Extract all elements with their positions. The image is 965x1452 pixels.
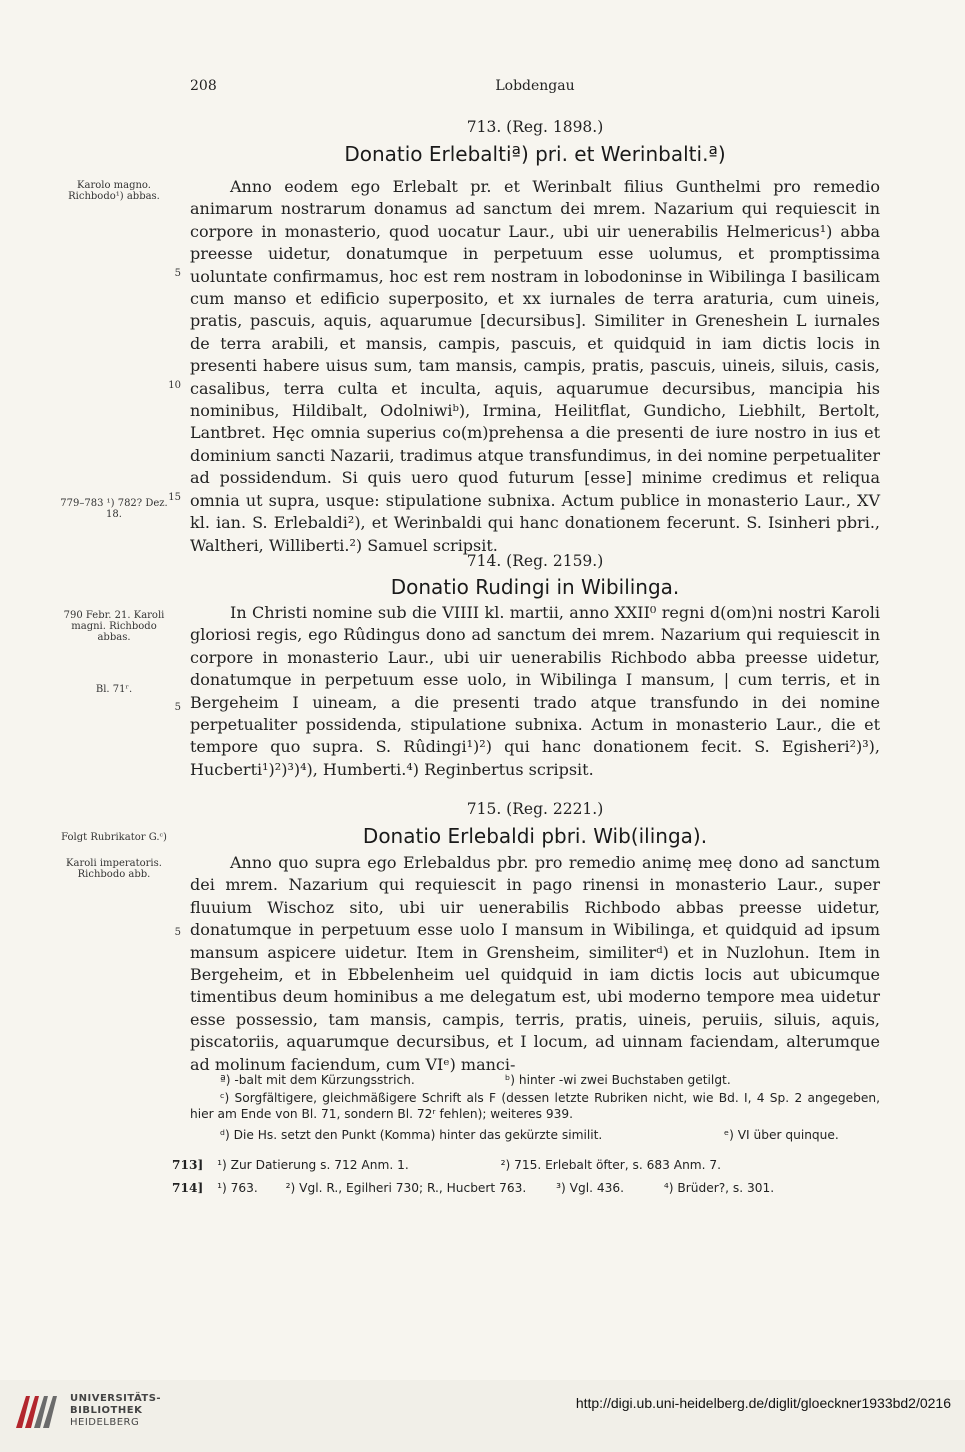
footnote-c: ᶜ) Sorgfältigere, gleichmäßigere Schrift als F (dessen letzte Rubriken nicht, wie Bd. I, 4 Sp. 2 angegeben, hier am Ende von Bl. 71, sondern Bl. 72ʳ fehlen); weiteres 939. [190,1091,880,1122]
annotation: ²) 715. Erlebalt öfter, s. 683 Anm. 7. [500,1158,722,1172]
annotations-714 [172,1181,882,1195]
annotation: ³) Vgl. 436. [556,1181,624,1195]
charter-713-text: Anno eodem ego Erlebalt pr. et Werinbalt filius Gunthelmi pro remedio animarum nostrarum donamus ad sanctum dei mrem. Nazarium qui requiescit in corpore in monasterio, quod uocatur Laur., ubi uir uenerabilis Helmericus¹) abba preesse uidetur, donatumque in perpetuum esse uolumus, et promptissima uoluntate confirmamus, hoc est rem nostram in lobodoninse in Wibilinga I basilicam cum manso et edificio superposito, et xx iurnales de terra araturia, cum uineis, pratis, pascuis, aquis, aquarumue [decursibus]. Similiter in Greneshein L iurnales de terra arabili, et mansis, campis, pascuis, et quidquid in iam dictis locis in presenti habere uisus sum, tam mansis, campis, pratis, pascuis, uineis, siluis, casis, casalibus, terra culta et inculta, aquis, aquarumue decursibus, mancipia his nominibus, Hildibalt, Odolniwiᵇ), Irmina, Heilitflat, Gundicho, Liebhilt, Bertolt, Lantbret. Hęc omnia superius co(m)prehensa a die presenti de iure nostro in ius et dominium sancti Nazarii, tradimus atque transfundimus, in dei nomine perpetualiter ad possidendum. Si quis uero quod futurum [esse] minime credimus et reliqua omnia ut supra, usque: stipulatione subnixa. Actum publice in monasterio Laur., XV kl. ian. S. Erlebaldi²), et Werinbaldi qui hanc donationem fecerunt. S. Isinheri pbri., Waltheri, Williberti.²) Samuel scripsit. [190,177,880,555]
charter-714-reg: 714. (Reg. 2159.) [466,552,604,570]
footnote-a: ª) -balt mit dem Kürzungsstrich. [220,1073,415,1087]
running-title: Lobdengau [495,78,575,94]
page-number: 208 [190,78,217,94]
source-url-link[interactable]: http://digi.ub.uni-heidelberg.de/diglit/gloeckner1933bd2/0216 [575,1395,951,1411]
annotation: ²) Vgl. R., Egilheri 730; R., Hucbert 763. [285,1181,527,1195]
annotation: ⁴) Brüder?, s. 301. [663,1181,775,1195]
charter-715-reg: 715. (Reg. 2221.) [466,800,604,818]
page-header [190,78,880,98]
charter-715-text: Anno quo supra ego Erlebaldus pbr. pro remedio animę meę dono ad sanctum dei mrem. Nazarium qui requiescit in pago rinensi in monasterio Laur., super fluuium Wischoz sito, ubi uir uenerabilis Richbodo abbas preesse uidetur, donatumque in perpetuum esse uolo I mansum in Wibilinga, et quidquid ad ipsum mansum aspicere uidetur. Item in Grensheim, similiterᵈ) et in Nuzlohun. Item in Bergeheim, et in Ebbelenheim uel quidquid in iam dictis locis aut ubicumque timentibus deum hominibus a me delegatum est, ubi moderno tempore mea uidetur esse possessio, tam mansis, campis, terris, pratis, uineis, peruiis, siluis, aquis, piscatoriis, aquarumque decursibus, et I locum, ad uinnam faciendam, alterumque ad molinum faciendum, cum VIᵉ) manci- [190,853,880,1074]
charter-715-margin-rubric: Folgt Rubrikator G.ᶜ) [61,832,167,843]
footnote-b: ᵇ) hinter -wi zwei Buchstaben getilgt. [505,1073,731,1087]
charter-714-text: In Christi nomine sub die VIIII kl. martii, anno XXII⁰ regni d(om)ni nostri Karoli gloriosi regis, ego Rûdingus dono ad sanctum dei mrem. Nazarium qui requiescit in corpore in monasterio Laur., ubi uir uenerabilis Richbodo abba preesse uidetur, donatumque in perpetuum esse uolo, in Wibilinga I mansum, | cum terris, et in Bergeheim I uineam, a die presenti trado atque transfundo in dei nomine perpetualiter possidenda, stipulatione subnixa. Actum in monasterio Laur., die et tempore quo supra. S. Rûdingi¹)²) qui hanc donationem fecit. S. Egisheri²)³), Hucberti¹)²)³)⁴), Humberti.⁴) Reginbertus scripsit. [190,603,880,779]
line-number: 10 [168,380,181,391]
footnote-e: ᵉ) VI über quinque. [724,1128,839,1142]
charter-713-margin-ruler: Karolo magno. Richbodo¹) abbas. [68,180,160,202]
charter-715-title: Donatio Erlebaldi pbri. Wib(ilinga). [362,824,708,848]
footnote-d: ᵈ) Die Hs. setzt den Punkt (Komma) hinter das gekürzte similit. [220,1128,603,1142]
charter-714-margin-date: 790 Febr. 21. Karoli magni. Richbodo abbas. [63,610,165,643]
library-name-line: BIBLIOTHEK [70,1405,143,1416]
annotation-label: 713] [172,1158,204,1172]
charter-713-margin-date: 779–783 ¹) 782? Dez. 18. [60,498,168,520]
annotations-713 [172,1158,882,1172]
line-number: 5 [174,702,181,713]
annotation: ¹) Zur Datierung s. 712 Anm. 1. [217,1158,409,1172]
annotation-label: 714] [172,1181,204,1195]
annotation: ¹) 763. [217,1181,258,1195]
charter-714-title: Donatio Rudingi in Wibilinga. [390,575,680,599]
library-name-line: HEIDELBERG [70,1417,140,1428]
charter-713-reg: 713. (Reg. 1898.) [466,118,604,136]
line-number: 5 [174,927,181,938]
library-logo-icon [12,1390,62,1436]
charter-713-title: Donatio Erlebaltiª) pri. et Werinbalti.ª) [344,142,726,166]
line-number: 5 [174,268,181,279]
charter-714-margin-folio: Bl. 71ʳ. [95,684,133,695]
library-name-line: UNIVERSITÄTS- [70,1393,162,1404]
line-number: 15 [168,492,181,503]
charter-715-margin-ruler: Karoli imperatoris. Richbodo abb. [66,858,162,880]
library-name [70,1393,161,1429]
